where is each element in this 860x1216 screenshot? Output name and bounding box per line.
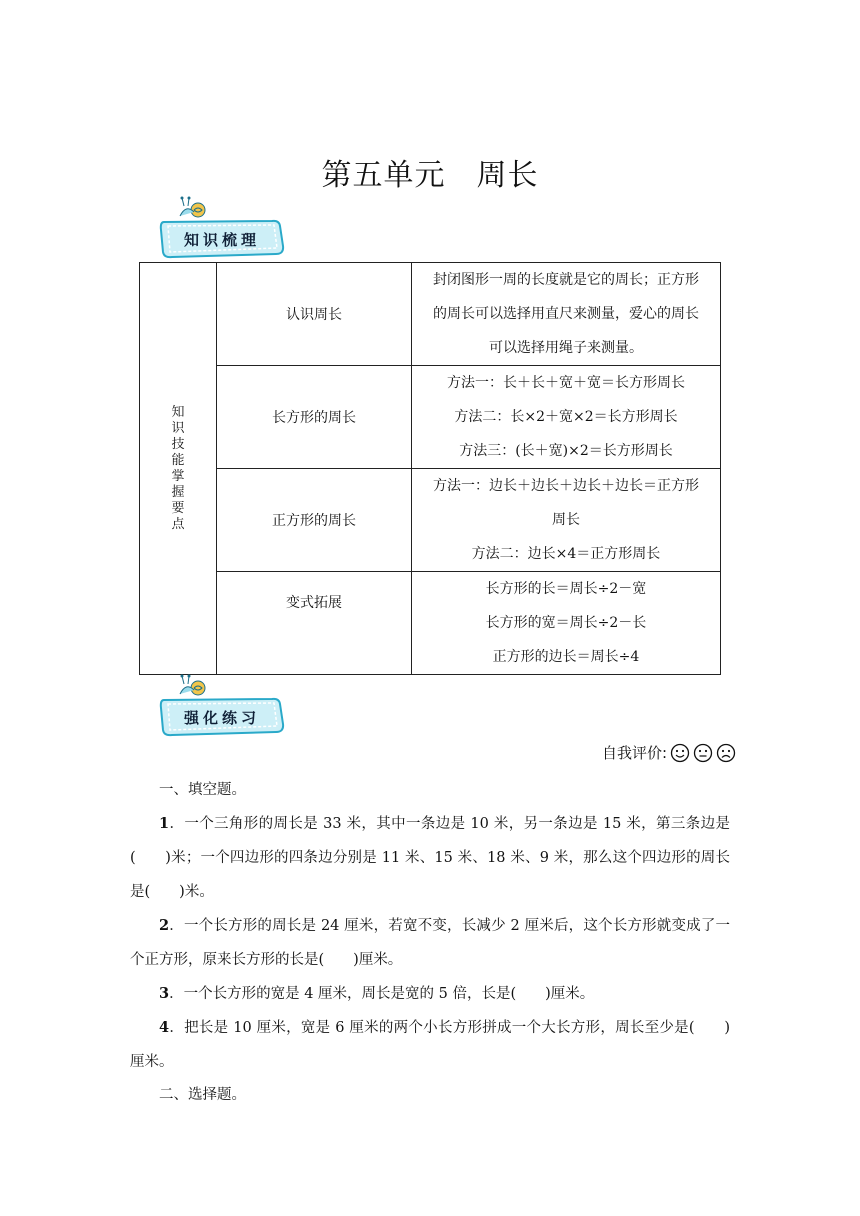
question-number: 2 — [159, 917, 170, 934]
table-side-cell — [140, 263, 217, 675]
desc-line: 方法二：边长×4＝正方形周长 — [471, 546, 661, 562]
self-evaluation — [602, 742, 736, 763]
question-2 — [130, 909, 730, 977]
question-number: 4 — [159, 1019, 170, 1036]
question-4 — [130, 1011, 730, 1079]
desc-line: 方法三：(长＋宽)×2＝长方形周长 — [459, 443, 673, 459]
sad-face-icon[interactable] — [716, 743, 736, 763]
desc-line: 方法一：长＋长＋宽＋宽＝长方形周长 — [447, 375, 685, 391]
question-text: ．一个长方形的宽是 4 厘米，周长是宽的 5 倍，长是( )厘米。 — [169, 986, 595, 1002]
smile-face-icon[interactable] — [670, 743, 690, 763]
desc-line: 长方形的长＝周长÷2－宽 — [485, 581, 647, 597]
table-desc — [412, 469, 721, 572]
desc-line: 方法二：长×2＋宽×2＝长方形周长 — [454, 409, 678, 425]
neutral-face-icon[interactable] — [693, 743, 713, 763]
question-number: 1 — [159, 815, 170, 832]
section-title-knowledge: 知识梳理 — [183, 231, 260, 249]
table-topic: 长方形的周长 — [217, 366, 412, 469]
table-desc — [412, 366, 721, 469]
table-side-label: 知识技能掌握要点 — [171, 404, 185, 532]
self-eval-label: 自我评价: — [601, 744, 667, 762]
question-3 — [130, 977, 730, 1011]
table-topic: 正方形的周长 — [217, 469, 412, 572]
desc-line: 正方形的边长＝周长÷4 — [492, 649, 640, 665]
question-1 — [130, 807, 730, 909]
desc-line: 可以选择用绳子来测量。 — [489, 340, 643, 356]
desc-line: 方法一：边长＋边长＋边长＋边长＝正方形 — [433, 478, 699, 494]
table-desc — [412, 572, 721, 675]
table-topic: 认识周长 — [217, 263, 412, 366]
part-heading-choice: 二、选择题。 — [159, 1087, 246, 1103]
page-title: 第五单元 周长 — [321, 158, 539, 193]
question-text: ．一个长方形的周长是 24 厘米，若宽不变，长减少 2 厘米后，这个长方形就变成了一个正方形，原来长方形的长是( )厘米。 — [130, 918, 730, 968]
desc-line: 周长 — [552, 512, 580, 528]
snail-badge-icon — [158, 196, 286, 260]
section-badge-knowledge — [158, 196, 286, 260]
desc-line: 的周长可以选择用直尺来测量，爱心的周长 — [433, 306, 699, 322]
snail-badge-icon — [158, 674, 286, 738]
question-text: ．把长是 10 厘米，宽是 6 厘米的两个小长方形拼成一个大长方形，周长至少是( )厘米。 — [130, 1020, 730, 1070]
knowledge-table — [139, 262, 721, 675]
section-badge-practice — [158, 674, 286, 738]
question-text: ．一个三角形的周长是 33 米，其中一条边是 10 米，另一条边是 15 米，第三条边是( )米；一个四边形的四条边分别是 11 米、15 米、18 米、9 米，那么这个四边形的周长是( )米。 — [130, 816, 730, 900]
section-title-practice: 强化练习 — [183, 709, 260, 727]
part-heading-fill: 一、填空题。 — [159, 782, 246, 798]
desc-line: 长方形的宽＝周长÷2－长 — [485, 615, 647, 631]
table-topic: 变式拓展 — [217, 572, 412, 675]
desc-line: 封闭图形一周的长度就是它的周长；正方形 — [433, 272, 699, 288]
question-number: 3 — [159, 985, 170, 1002]
table-desc — [412, 263, 721, 366]
